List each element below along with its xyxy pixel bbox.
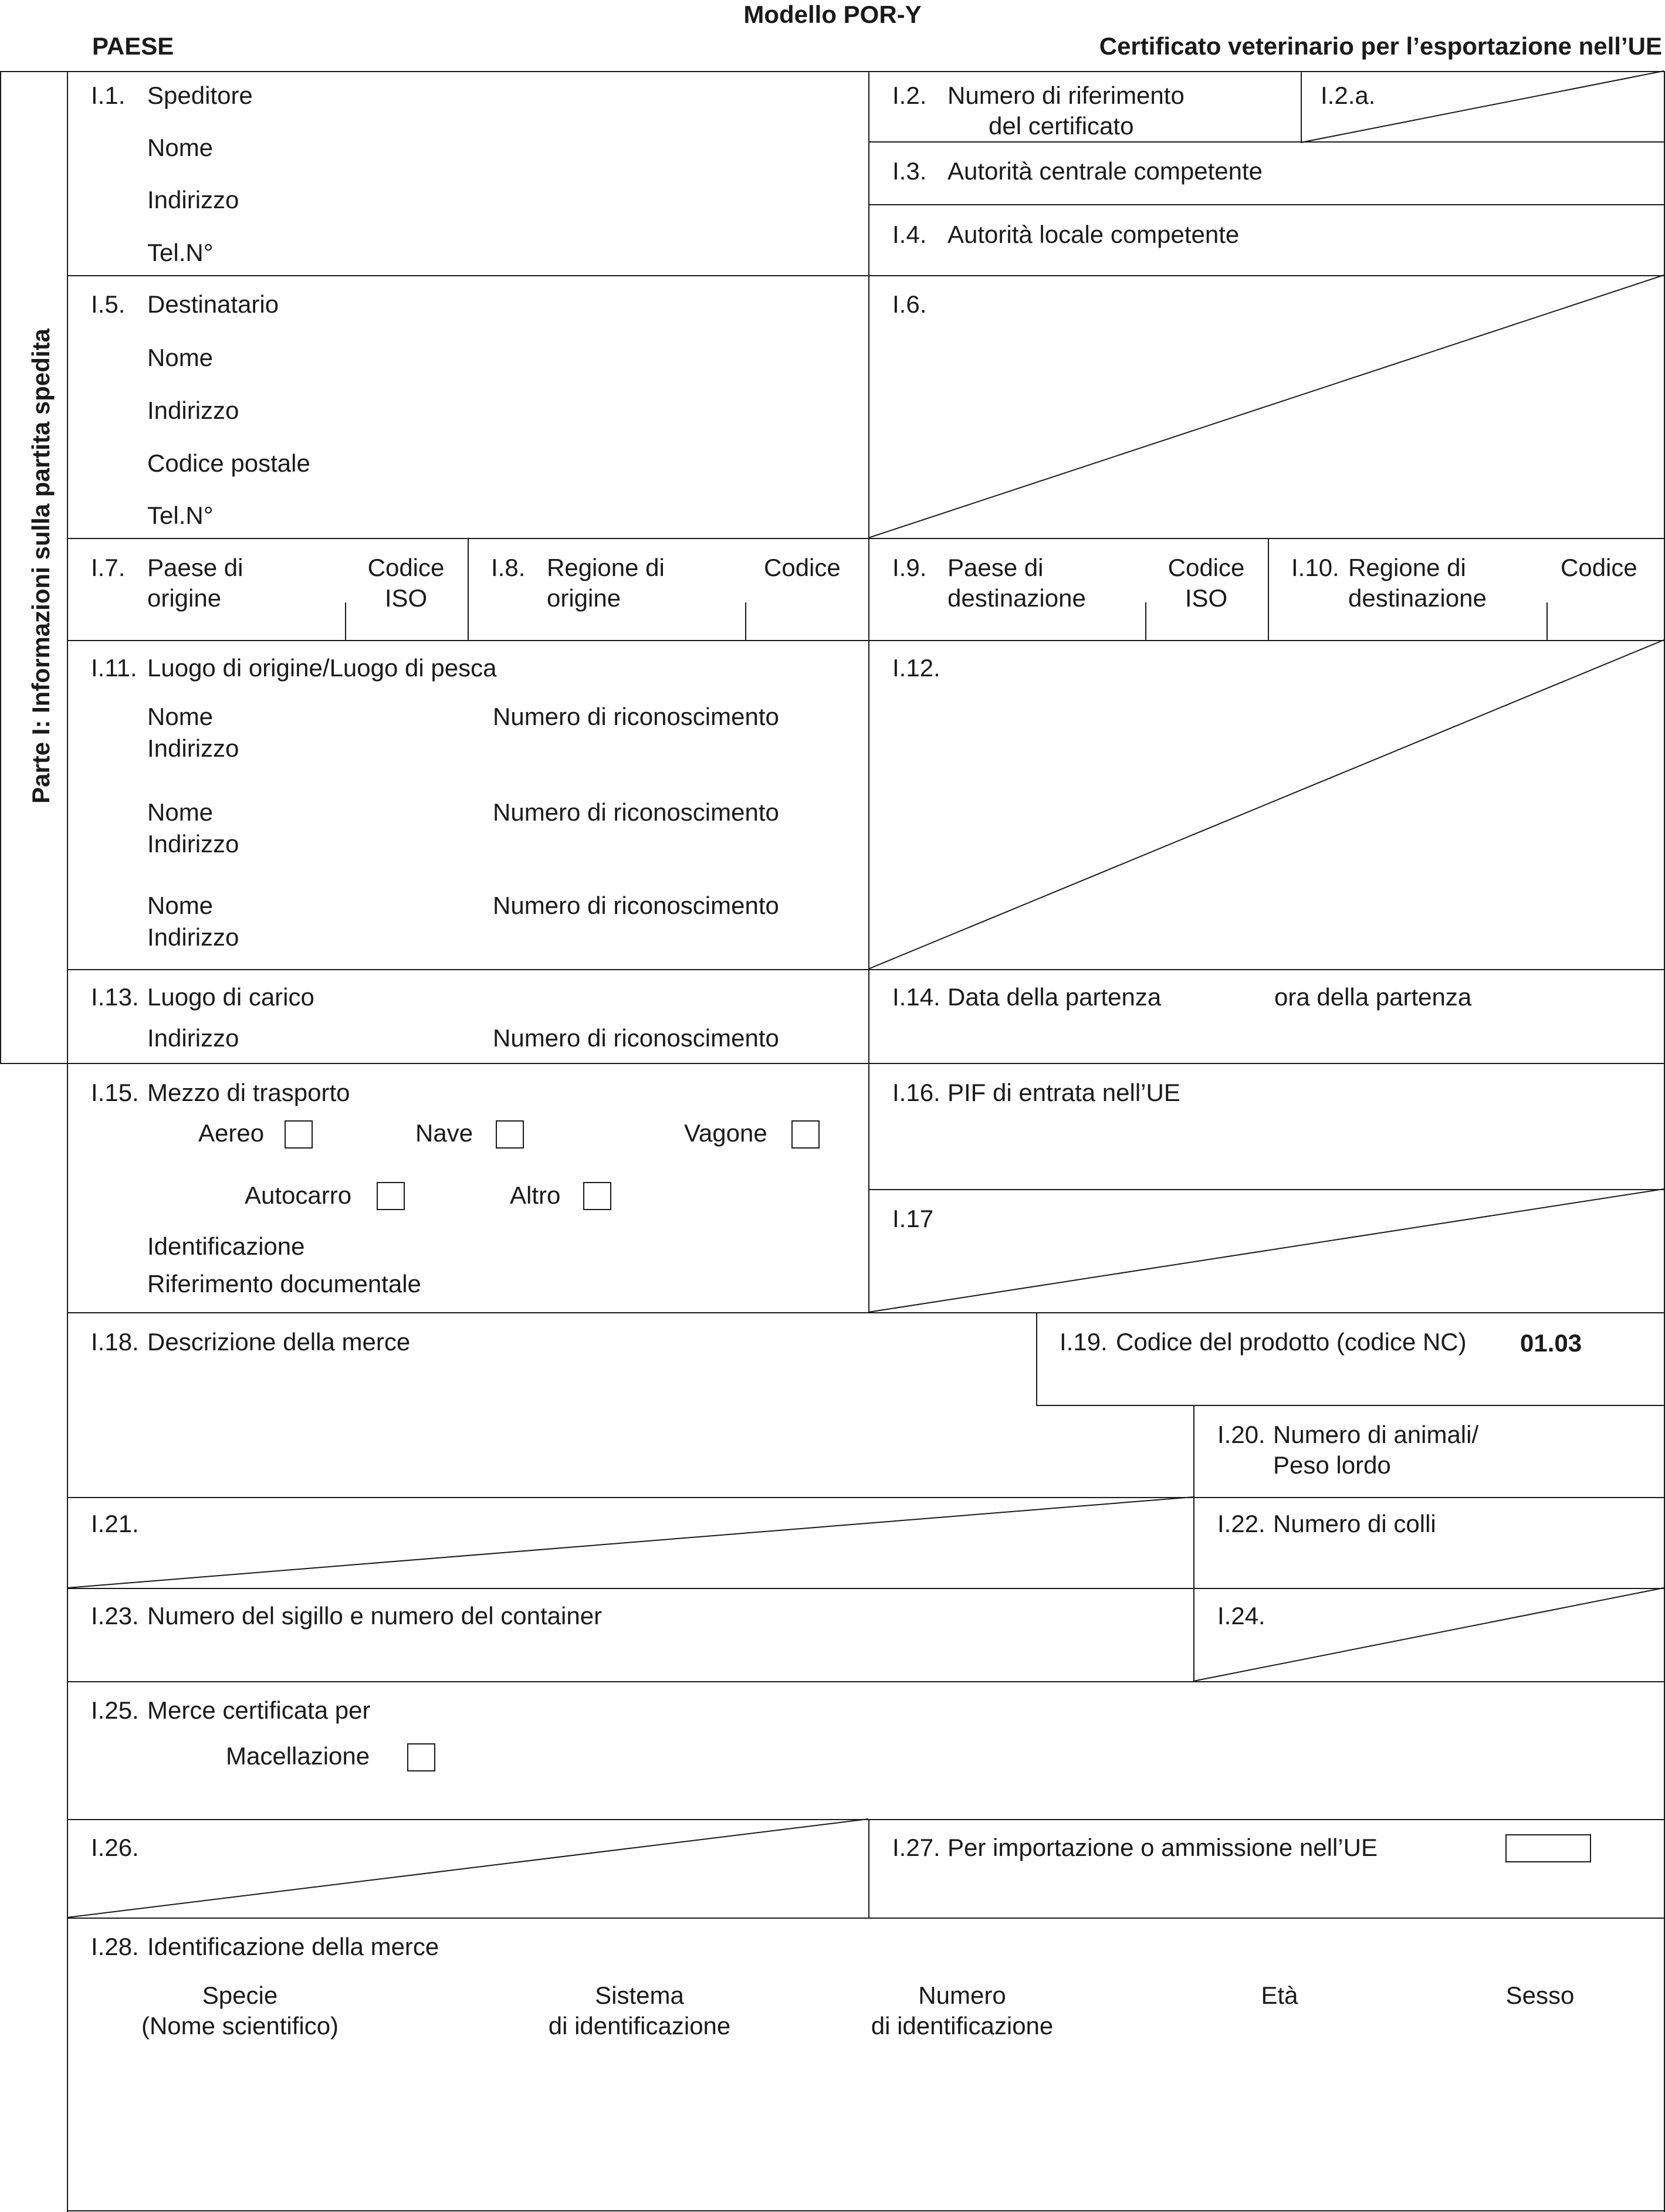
diagonal-i12 [868,640,1664,969]
central-authority-label: Autorità centrale competente [947,157,1263,185]
loading-address-label: Indirizzo [147,1024,239,1052]
departure-date-label: Data della partenza [947,983,1162,1011]
column-sex-header: Sesso [1505,1981,1575,2009]
certified-for-label: Merce certificata per [147,1696,371,1724]
origin-name-label: Nome [147,703,214,730]
field-number: I.1. [91,82,126,109]
field-number: I.2. [892,82,927,109]
local-authority-label: Autorità locale competente [947,221,1240,248]
consignee-name-label: Nome [147,344,214,371]
field-number: I.27. [892,1834,940,1861]
transport-truck-checkbox[interactable] [377,1182,405,1210]
entry-bip-label: PIF di entrata nell’UE [947,1079,1180,1106]
field-number: I.17 [892,1205,934,1232]
diagonal-i26 [67,1819,868,1918]
field-number: I.19. [1060,1328,1108,1356]
field-number: I.13. [91,983,139,1011]
field-number: I.26. [91,1834,139,1861]
animals-weight-label: Numero di animali/ [1273,1421,1479,1448]
consignee-label: Destinatario [147,290,279,318]
transport-identification-label: Identificazione [147,1232,305,1260]
departure-time-label: ora della partenza [1274,983,1472,1011]
origin-address-label: Indirizzo [147,830,239,858]
transport-plane-checkbox[interactable] [285,1120,313,1149]
iso-code-label-line2: ISO [384,584,428,612]
field-number: I.6. [892,290,927,318]
origin-address-label: Indirizzo [147,734,239,762]
commodity-description-label: Descrizione della merce [147,1328,411,1356]
origin-approval-number-label: Numero di riconoscimento [493,798,779,826]
country-label: PAESE [92,32,174,60]
transport-option-truck-label: Autocarro [245,1181,352,1209]
field-number: I.15. [91,1079,139,1106]
transport-other-checkbox[interactable] [583,1182,611,1210]
transport-wagon-checkbox[interactable] [791,1120,820,1149]
consignee-phone-label: Tel.N° [147,502,214,529]
region-code-label: Codice [1561,554,1637,581]
field-number: I.11. [91,654,137,682]
commodity-code-value: 01.03 [1520,1329,1582,1357]
transport-ship-checkbox[interactable] [496,1120,524,1149]
origin-address-label: Indirizzo [147,923,239,951]
consignor-label: Speditore [147,82,253,109]
field-number: I.8. [491,554,526,581]
diagonal-i17 [868,1189,1664,1312]
consignor-address-label: Indirizzo [147,186,239,214]
field-number: I.4. [892,221,927,248]
country-destination-label-line2: destinazione [947,584,1086,612]
consignee-address-label: Indirizzo [147,397,239,424]
column-species-subheader: (Nome scientifico) [141,2012,339,2040]
column-species-header: Specie [202,1981,278,2009]
field-number: I.22. [1217,1510,1265,1537]
origin-approval-number-label: Numero di riconoscimento [493,703,779,730]
import-admission-checkbox[interactable] [1505,1834,1591,1862]
transport-option-other-label: Altro [510,1181,561,1209]
field-number: I.18. [91,1328,139,1356]
slaughter-option-label: Macellazione [226,1742,370,1770]
field-number: I.24. [1217,1602,1265,1630]
field-number: I.2.a. [1321,82,1376,109]
field-number: I.14. [892,983,940,1011]
consignee-postcode-label: Codice postale [147,449,310,477]
place-of-loading-label: Luogo di carico [147,983,314,1011]
certificate-ref-label-line2: del certificato [989,112,1134,140]
model-title: Modello POR-Y [743,1,922,28]
origin-approval-number-label: Numero di riconoscimento [493,892,779,919]
iso-code-label: Codice [1167,554,1245,581]
diagonal-i6 [868,275,1664,538]
field-number: I.23. [91,1602,139,1630]
column-id-system-header: Sistema [595,1981,684,2009]
region-origin-label-line2: origine [547,584,621,612]
column-id-number-header: Numero [918,1981,1006,2009]
seal-container-label: Numero del sigillo e numero del container [147,1602,603,1630]
field-number: I.7. [91,554,126,581]
place-of-origin-label: Luogo di origine/Luogo di pesca [147,654,497,682]
origin-name-label: Nome [147,798,214,826]
field-number: I.16. [892,1079,940,1106]
animals-weight-label-line2: Peso lordo [1273,1451,1391,1479]
import-admission-label: Per importazione o ammissione nell’UE [947,1834,1378,1861]
region-code-label: Codice [764,554,841,581]
field-number: I.10. [1291,554,1339,581]
transport-option-wagon-label: Vagone [684,1119,767,1147]
region-destination-label-line2: destinazione [1348,584,1487,612]
field-number: I.5. [91,290,126,318]
country-destination-label: Paese di [947,554,1044,581]
country-origin-label: Paese di [147,554,243,581]
transport-document-ref-label: Riferimento documentale [147,1270,421,1298]
commodity-identification-label: Identificazione della merce [147,1933,439,1960]
region-destination-label: Regione di [1348,554,1466,581]
loading-approval-number-label: Numero di riconoscimento [493,1024,779,1052]
region-origin-label: Regione di [547,554,665,581]
country-origin-label-line2: origine [147,584,222,612]
consignor-phone-label: Tel.N° [147,239,214,266]
packages-count-label: Numero di colli [1273,1510,1436,1537]
commodity-code-label: Codice del prodotto (codice NC) [1116,1328,1467,1356]
field-number: I.9. [892,554,927,581]
field-number: I.25. [91,1696,139,1724]
column-age-header: Età [1261,1981,1298,2009]
field-number: I.12. [892,654,940,682]
side-section-label: Parte I: Informazioni sulla partita spedita [27,328,55,804]
transport-option-plane-label: Aereo [198,1119,265,1147]
column-id-number-subheader: di identificazione [871,2012,1054,2040]
transport-option-ship-label: Nave [415,1119,473,1147]
slaughter-checkbox[interactable] [407,1743,435,1771]
field-number: I.21. [91,1510,139,1537]
diagonal-i21 [67,1497,1193,1588]
field-number: I.20. [1217,1421,1265,1448]
field-number: I.3. [892,157,927,185]
transport-label: Mezzo di trasporto [147,1079,350,1106]
certificate-ref-label: Numero di riferimento [947,82,1185,109]
consignor-name-label: Nome [147,134,214,161]
iso-code-label: Codice [367,554,445,581]
field-number: I.28. [91,1933,139,1960]
column-id-system-subheader: di identificazione [548,2012,731,2040]
origin-name-label: Nome [147,892,214,919]
certificate-title: Certificato veterinario per l’esportazione nell’UE [1099,32,1662,60]
iso-code-label-line2: ISO [1185,584,1228,612]
